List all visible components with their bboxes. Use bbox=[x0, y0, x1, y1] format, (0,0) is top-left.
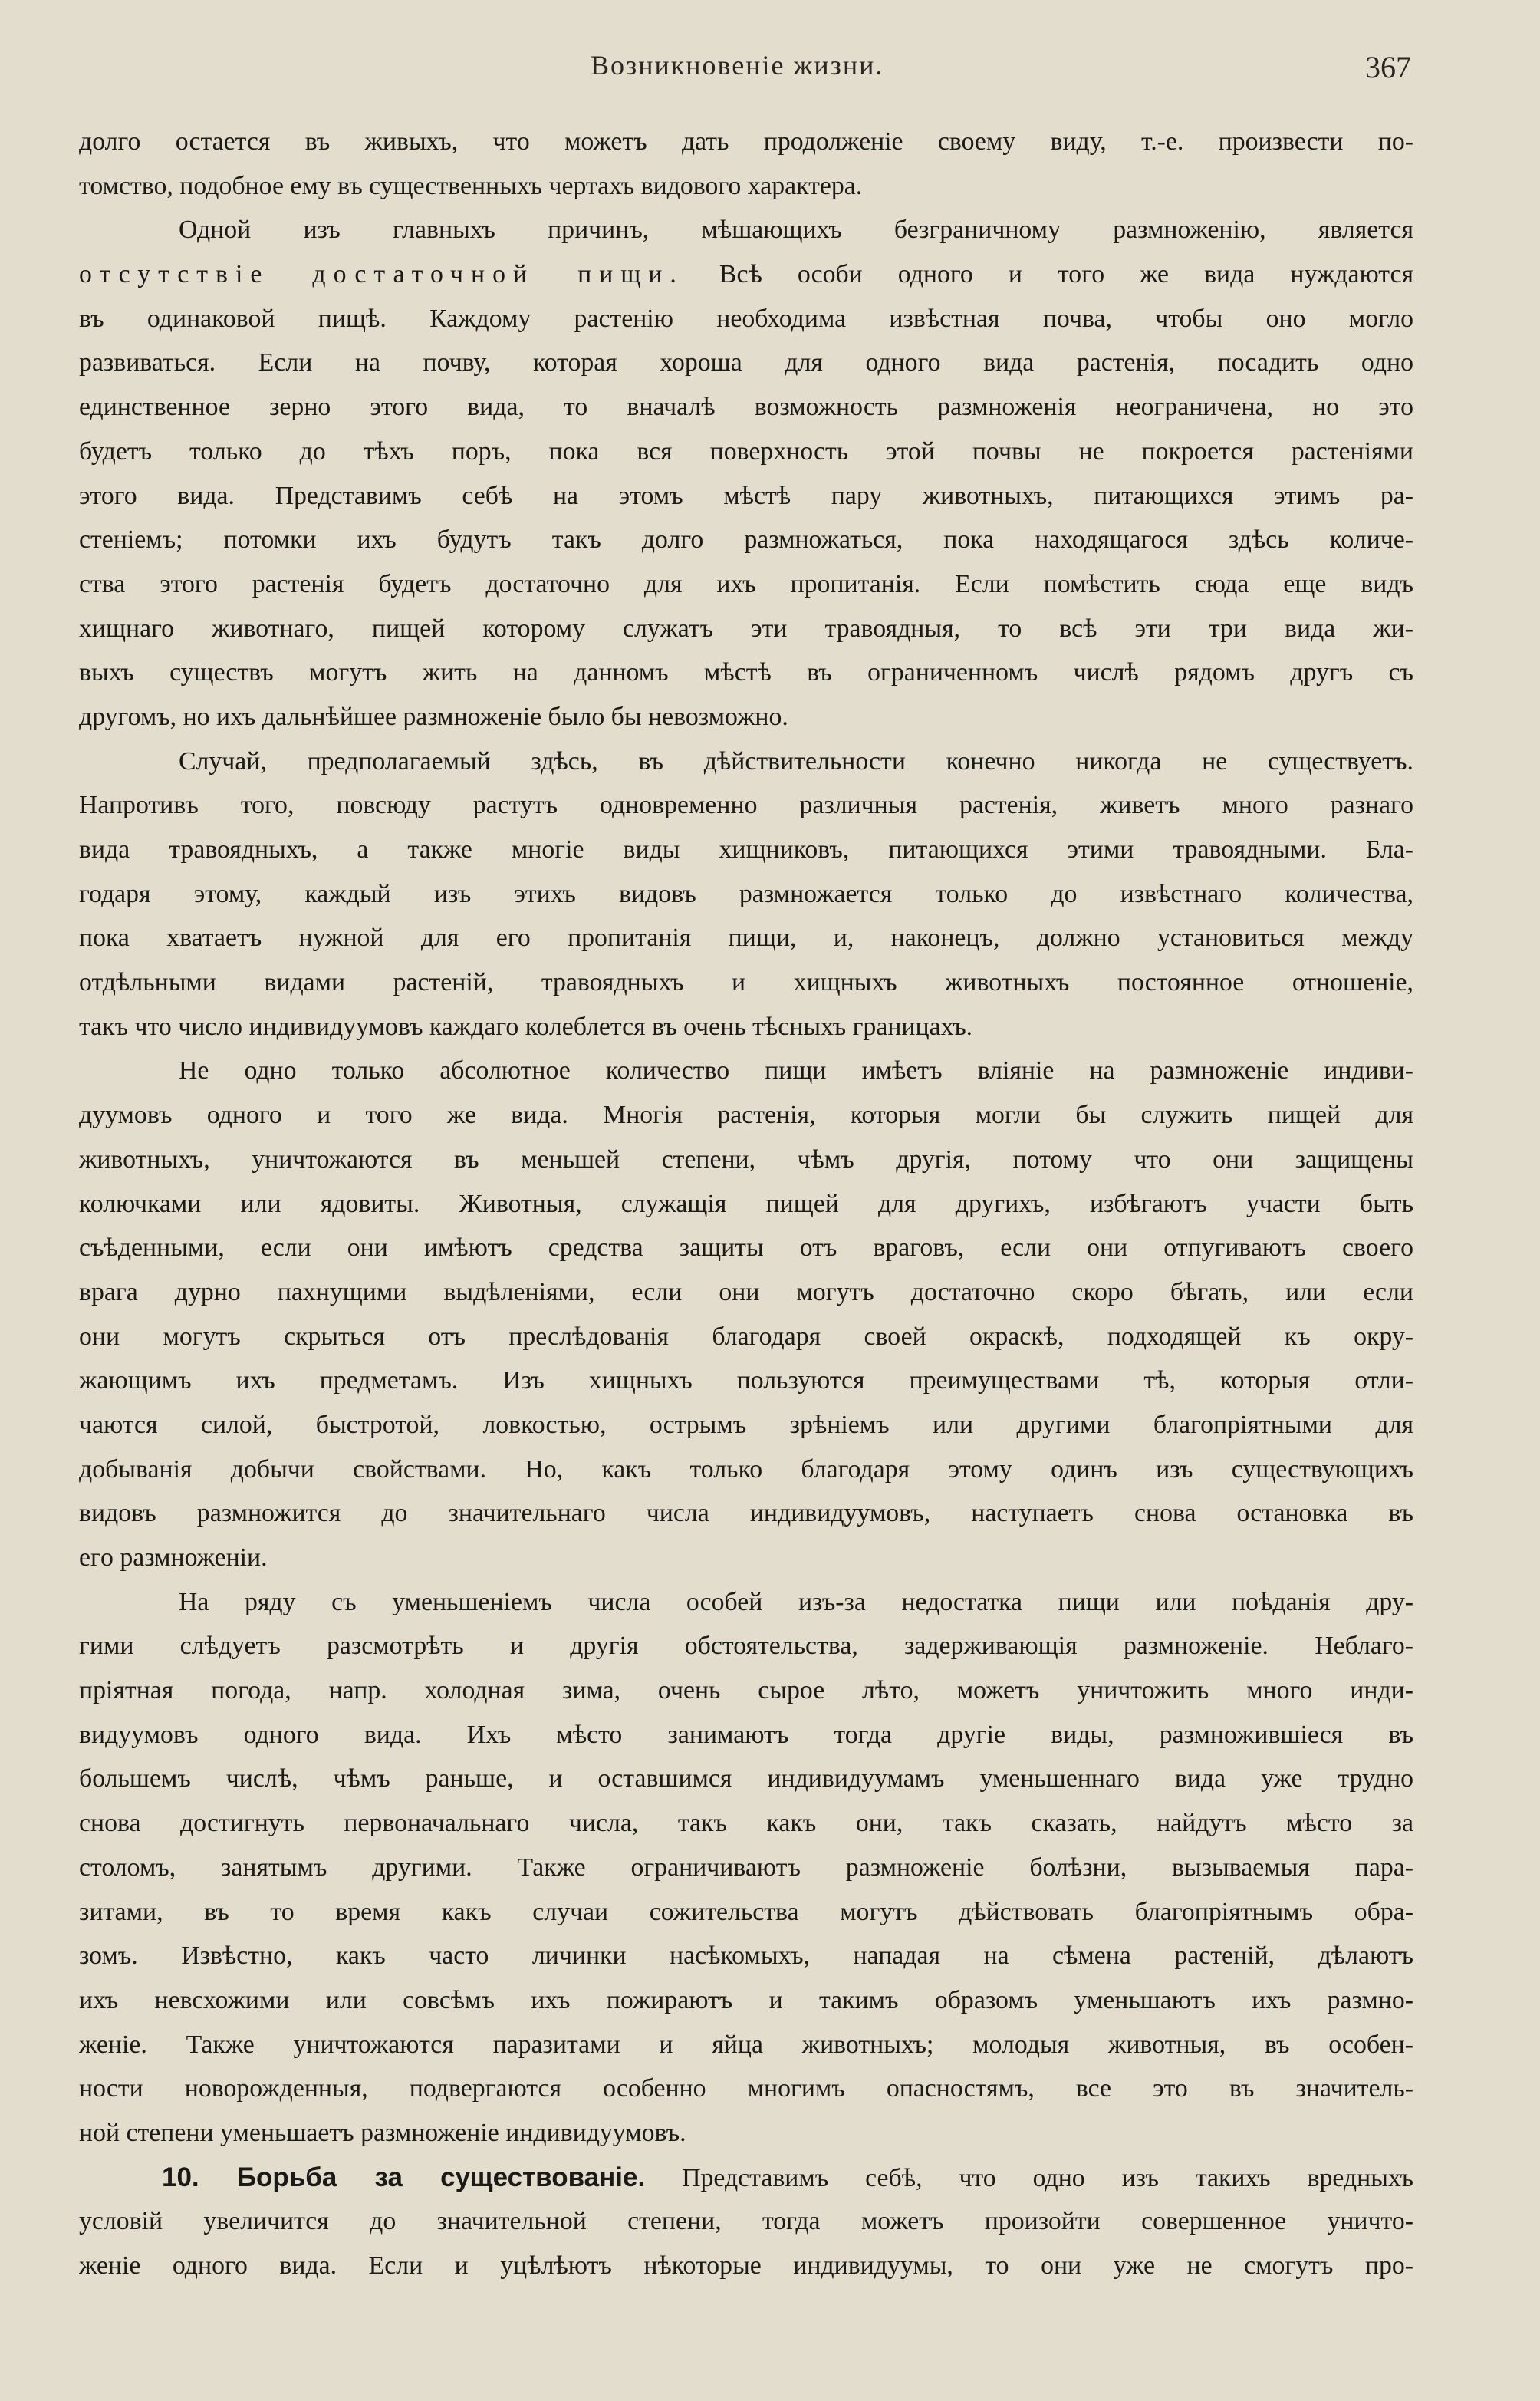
text-line: съѣденными, если они имѣютъ средства защиты отъ враговъ, если они отпугиваютъ своего bbox=[79, 1233, 1413, 1263]
running-title: Возникновеніе жизни. bbox=[591, 50, 884, 81]
text-line: На ряду съ уменьшеніемъ числа особей изъ-за недостатка пищи или поѣданія дру- bbox=[179, 1587, 1413, 1616]
text-line: ной степени уменьшаетъ размноженіе индивидуумовъ. bbox=[79, 2118, 686, 2147]
text-line: его размноженіи. bbox=[79, 1543, 268, 1572]
text-line: этого вида. Представимъ себѣ на этомъ мѣстѣ пару животныхъ, питающихся этимъ ра- bbox=[79, 481, 1413, 510]
running-head bbox=[0, 49, 1540, 92]
text-line: дуумовъ одного и того же вида. Многія растенія, которыя могли бы служить пищей для bbox=[79, 1101, 1413, 1130]
text-line: хищнаго животнаго, пищей которому служатъ эти травоядныя, то всѣ эти три вида жи- bbox=[79, 614, 1413, 643]
text-line: жающимъ ихъ предметамъ. Изъ хищныхъ пользуются преимуществами тѣ, которыя отли- bbox=[79, 1366, 1413, 1395]
text-line: женіе одного вида. Если и уцѣлѣютъ нѣкоторые индивидуумы, то они уже не смогутъ про- bbox=[79, 2251, 1413, 2280]
text-line bbox=[79, 252, 1413, 297]
text-line: стеніемъ; потомки ихъ будутъ такъ долго размножаться, пока находящагося здѣсь количе- bbox=[79, 525, 1413, 555]
text-line: развиваться. Если на почву, которая хороша для одного вида растенія, посадить одно bbox=[79, 348, 1413, 377]
text-line: въ одинаковой пищѣ. Каждому растенію необходима извѣстная почва, чтобы оно могло bbox=[79, 304, 1413, 333]
text-line: зомъ. Извѣстно, какъ часто личинки насѣкомыхъ, нападая на сѣмена растеній, дѣлаютъ bbox=[79, 1942, 1413, 1971]
text-line: Одной изъ главныхъ причинъ, мѣшающихъ безграничному размноженію, является bbox=[179, 216, 1413, 245]
page-number: 367 bbox=[1365, 50, 1411, 84]
text-line: единственное зерно этого вида, то вначалѣ возможность размноженія неограничена, но это bbox=[79, 393, 1413, 422]
text-line: выхъ существъ могутъ жить на данномъ мѣстѣ въ ограниченномъ числѣ рядомъ другъ съ bbox=[79, 658, 1413, 687]
text-line: такъ что число индивидуумовъ каждаго колеблется въ очень тѣсныхъ границахъ. bbox=[79, 1012, 973, 1041]
emphasized-phrase: отсутствіе достаточной пищи. bbox=[79, 260, 684, 289]
text-line: колючками или ядовиты. Животныя, служащія пищей для другихъ, избѣгаютъ участи быть bbox=[79, 1189, 1413, 1218]
text-line: снова достигнуть первоначальнаго числа, такъ какъ они, такъ сказать, найдутъ мѣсто за bbox=[79, 1809, 1413, 1838]
text-line: отдѣльными видами растеній, травоядныхъ и хищныхъ животныхъ постоянное отношеніе, bbox=[79, 968, 1413, 997]
section-title: 10. Борьба за существованіе. bbox=[162, 2162, 646, 2192]
text-line: долго остается въ живыхъ, что можетъ дать продолженіе своему виду, т.-е. произвести по- bbox=[79, 127, 1413, 156]
text-run: Представимъ себѣ, что одно изъ такихъ вредныхъ bbox=[645, 2163, 1413, 2192]
text-line: томство, подобное ему въ существенныхъ чертахъ видового характера. bbox=[79, 171, 863, 200]
text-line: большемъ числѣ, чѣмъ раньше, и оставшимся индивидуумамъ уменьшеннаго вида уже трудно bbox=[79, 1764, 1413, 1793]
text-line: столомъ, занятымъ другими. Также ограничиваютъ размноженіе болѣзни, вызываемыя пара- bbox=[79, 1853, 1413, 1882]
text-line: чаются силой, быстротой, ловкостью, острымъ зрѣніемъ или другими благопріятными для bbox=[79, 1410, 1413, 1439]
text-line: добыванія добычи свойствами. Но, какъ только благодаря этому одинъ изъ существующихъ bbox=[79, 1454, 1413, 1484]
text-line: вида травоядныхъ, а также многіе виды хищниковъ, питающихся этими травоядными. Бла- bbox=[79, 835, 1413, 864]
text-line: будетъ только до тѣхъ поръ, пока вся поверхность этой почвы не покроется растеніями bbox=[79, 436, 1413, 466]
section-heading-line bbox=[79, 2156, 1413, 2200]
text-line: Случай, предполагаемый здѣсь, въ дѣйствительности конечно никогда не существуетъ. bbox=[179, 746, 1413, 776]
text-line: животныхъ, уничтожаются въ меньшей степени, чѣмъ другія, потому что они защищены bbox=[79, 1145, 1413, 1174]
text-line: они могутъ скрыться отъ преслѣдованія благодаря своей окраскѣ, подходящей къ окру- bbox=[79, 1322, 1413, 1351]
text-line: пока хватаетъ нужной для его пропитанія пищи, и, наконецъ, должно установиться между bbox=[79, 924, 1413, 953]
text-line: ихъ невсхожими или совсѣмъ ихъ пожираютъ и такимъ образомъ уменьшаютъ ихъ размно- bbox=[79, 1985, 1413, 2014]
body-text bbox=[79, 120, 1413, 2288]
text-line: годаря этому, каждый изъ этихъ видовъ размножается только до извѣстнаго количества, bbox=[79, 879, 1413, 908]
text-line: другомъ, но ихъ дальнѣйшее размноженіе было бы невозможно. bbox=[79, 702, 788, 731]
text-line: женіе. Также уничтожаются паразитами и яйца животныхъ; молодыя животныя, въ особен- bbox=[79, 2030, 1413, 2059]
text-line: Напротивъ того, повсюду растутъ одновременно различныя растенія, живетъ много разнаго bbox=[79, 791, 1413, 820]
text-line: условій увеличится до значительной степени, тогда можетъ произойти совершенное уничто- bbox=[79, 2207, 1413, 2236]
text-line: врага дурно пахнущими выдѣленіями, если они могутъ достаточно скоро бѣгать, или если bbox=[79, 1277, 1413, 1306]
text-line: видовъ размножится до значительнаго числа индивидуумовъ, наступаетъ снова остановка въ bbox=[79, 1499, 1413, 1528]
text-run: Всѣ особи одного и того же вида нуждаются bbox=[683, 260, 1413, 289]
text-line: гими слѣдуетъ разсмотрѣть и другія обстоятельства, задерживающія размноженіе. Неблаго- bbox=[79, 1632, 1413, 1661]
text-line: пріятная погода, напр. холодная зима, очень сырое лѣто, можетъ уничтожить много инди- bbox=[79, 1676, 1413, 1705]
text-line: Не одно только абсолютное количество пищи имѣетъ вліяніе на размноженіе индиви- bbox=[179, 1056, 1413, 1085]
text-line: зитами, въ то время какъ случаи сожительства могутъ дѣйствовать благопріятнымъ обра- bbox=[79, 1897, 1413, 1926]
text-line: ства этого растенія будетъ достаточно для ихъ пропитанія. Если помѣстить сюда еще видъ bbox=[79, 569, 1413, 598]
text-line: видуумовъ одного вида. Ихъ мѣсто занимаютъ тогда другіе виды, размножившіеся въ bbox=[79, 1720, 1413, 1749]
text-line: ности новорожденныя, подвергаются особенно многимъ опасностямъ, все это въ значитель- bbox=[79, 2074, 1413, 2103]
